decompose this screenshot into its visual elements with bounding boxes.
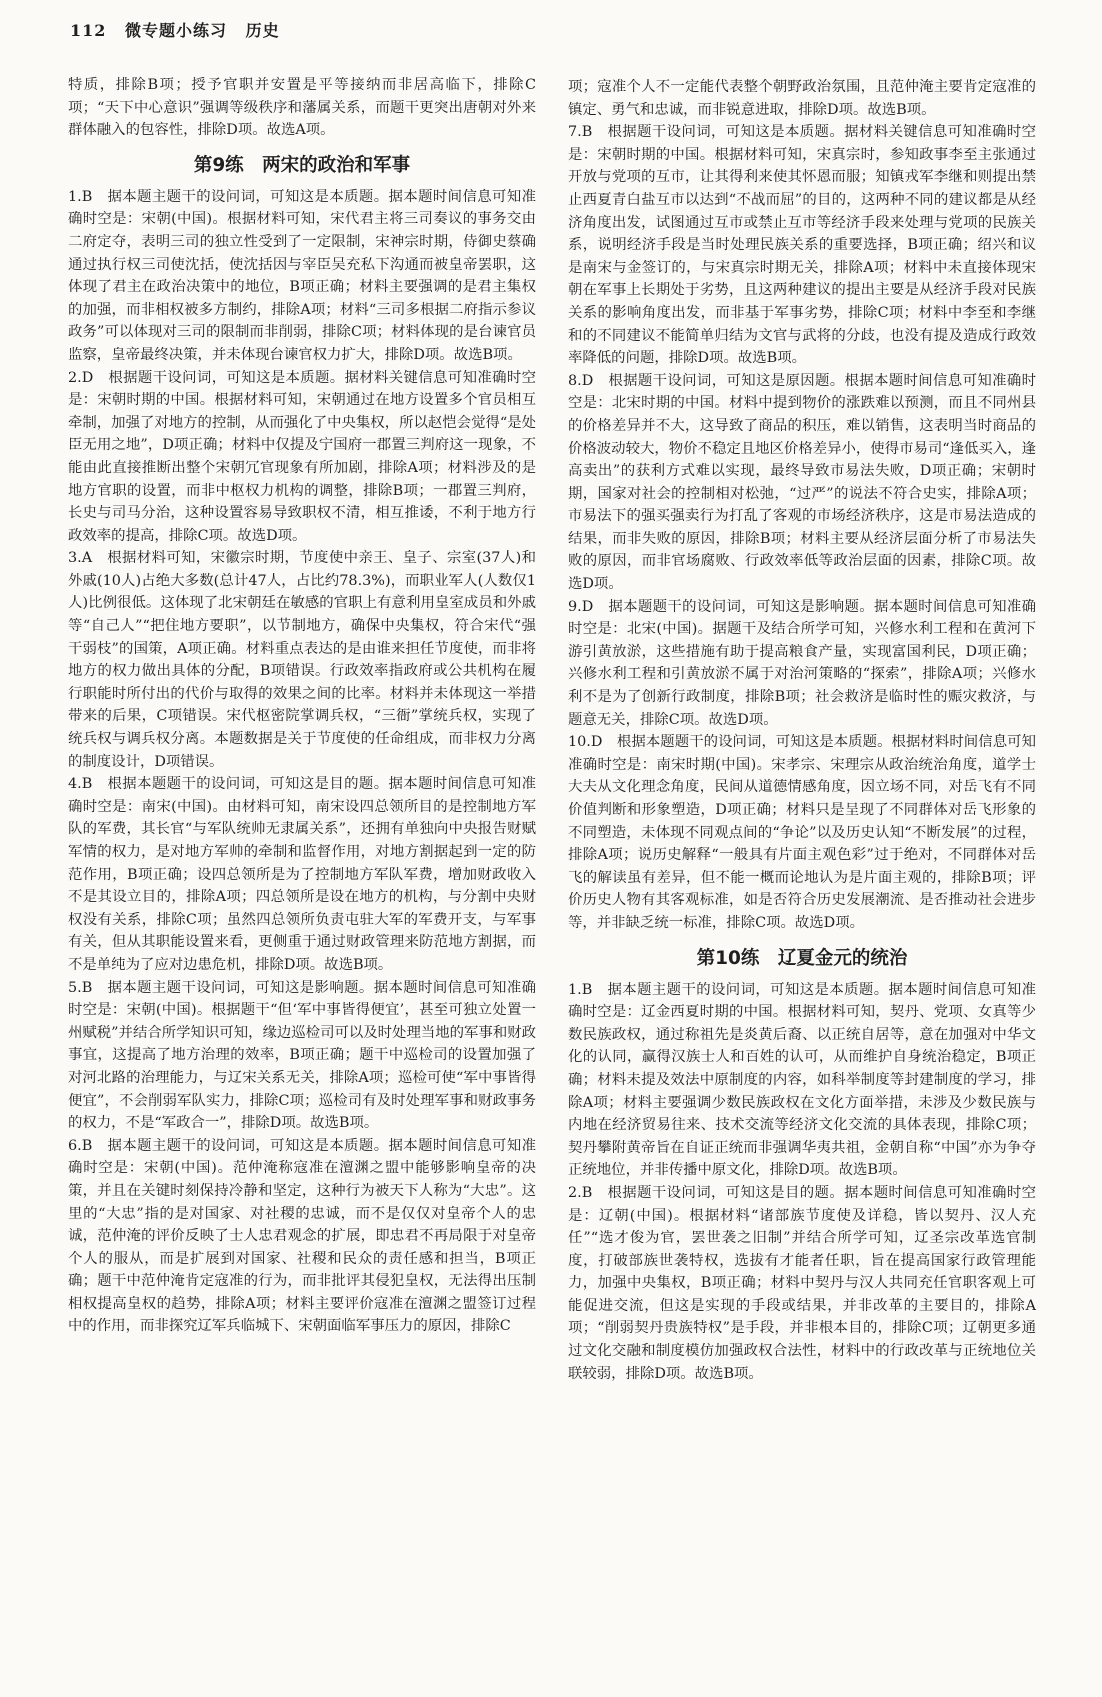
section-9-title: 第9练 两宋的政治和军事 bbox=[193, 154, 411, 176]
answer-item: 1.B 据本题主题干的设问词，可知这是本质题。据本题时间信息可知准确时空是：宋朝(中国)。根据材料可知，宋代君主将三司奏议的事务交由二府定夺，表明三司的独立性受到了一定限制，宋神宗时期，侍御史蔡确通过执行权三司使沈括，使沈括因与宰臣吴充私下沟通而被皇帝罢职，这体现了君主在政治决策中的地位，B项正确；材料主要强调的是君主集权的加强，而非相权被多方制约，排除A项；材料“三司多根据二府指示参议政务”可以体现对三司的限制而非削弱，排除C项；材料体现的是台谏官员监察，皇帝最终决策，并未体现台谏官权力扩大，排除D项。故选B项。 bbox=[68, 188, 536, 363]
continued-answer-text: 特质，排除B项；授予官职并安置是平等接纳而非居高临下，排除C项；“天下中心意识”强调等级秩序和藩属关系，而题干更突出唐朝对外来群体融入的包容性，排除D项。故选A项。 bbox=[68, 77, 536, 139]
left-column bbox=[68, 74, 536, 1338]
answer-item: 1.B 据本题主题干的设问词，可知这是本质题。据本题时间信息可知准确时空是：辽金西夏时期的中国。根据材料可知，契丹、党项、女真等少数民族政权，通过称祖先是炎黄后裔、以正统自居等，意在加强对中华文化的认同，赢得汉族士人和百姓的认可，从而维护自身统治稳定，B项正确；材料未提及效法中原制度的内容，如科举制度等封建制度的学习，排除A项；材料主要强调少数民族政权在文化方面举措，未涉及少数民族与内地在经济贸易往来、技术交流等经济文化交流的具体表现，排除C项；契丹攀附黄帝旨在自证正统而非强调华夷共祖，金朝自称“中国”亦为争夺正统地位，并非传播中原文化，排除D项。故选B项。 bbox=[568, 981, 1036, 1179]
right-column bbox=[568, 76, 1036, 1385]
answer-item: 9.D 据本题题干的设问词，可知这是影响题。据本题时间信息可知准确时空是：北宋(中国)。据题干及结合所学可知，兴修水利工程和在黄河下游引黄放淤，这些措施有助于提高粮食产量，实现富国利民，D项正确；兴修水利工程和引黄放淤不属于对治河策略的“探索”，排除A项；兴修水利不是为了创新行政制度，排除B项；社会救济是临时性的赈灾救济，与题意无关，排除C项。故选D项。 bbox=[568, 598, 1036, 728]
answer-item: 3.A 根据材料可知，宋徽宗时期，节度使中亲王、皇子、宗室(37人)和外戚(10人)占绝大多数(总计47人，占比约78.3%)，而职业军人(人数仅1人)比例很低。这体现了北宋朝廷在敏感的官职上有意利用皇室成员和外戚等“自己人”“把住地方要职”，以节制地方，确保中央集权，符合宋代“强干弱枝”的国策，A项正确。材料重点表达的是由谁来担任节度使，而非将地方的权力做出具体的分配，B项错误。行政效率指政府或公共机构在履行职能时所付出的代价与取得的效果之间的比率。材料并未体现这一举措带来的后果，C项错误。宋代枢密院掌调兵权，“三衙”掌统兵权，实现了统兵权与调兵权分离。本题数据是关于节度使的任命组成，而非权力分离的制度设计，D项错误。 bbox=[68, 550, 536, 770]
answer-item: 8.D 根据题干设问词，可知这是原因题。根据本题时间信息可知准确时空是：北宋时期的中国。材料中提到物价的涨跌难以预测，而且不同州县的价格差异并不大，这导致了商品的积压，难以销售，这表明当时商品的价格波动较大，物价不稳定且地区价格差异小，使得市易司“逢低买入，逢高卖出”的获利方式难以实现，最终导致市易法失败，D项正确；宋朝时期，国家对社会的控制相对松弛，“过严”的说法不符合史实，排除A项；市易法下的强买强卖行为打乱了客观的市场经济秩序，这是市易法造成的结果，而非失败的原因，排除B项；材料主要从经济层面分析了市易法失败的原因，而非官场腐败、行政效率低等政治层面的因素，排除C项。故选D项。 bbox=[568, 372, 1036, 593]
answer-item: 4.B 根据本题题干的设问词，可知这是目的题。据本题时间信息可知准确时空是：南宋(中国)。由材料可知，南宋设四总领所目的是控制地方军队的军费，其长官“与军队统帅无隶属关系”，还拥有单独向中央报告财赋军情的权力，是对地方军帅的牵制和监督作用，对地方割据起到一定的防范作用，B项正确；设四总领所是为了控制地方军队军费，增加财政收入不是其设立目的，排除A项；四总领所是设在地方的机构，与分割中央财权没有关系，排除C项；虽然四总领所负责屯驻大军的军费开支，与军事有关，但从其职能设置来看，更侧重于通过财政管理来防范地方割据，而不是单纯为了应对边患危机，排除D项。故选B项。 bbox=[68, 776, 536, 973]
subject-title: 历史 bbox=[245, 21, 280, 40]
section-10-title: 第10练 辽夏金元的统治 bbox=[696, 947, 908, 969]
page-header bbox=[70, 18, 292, 41]
answer-item: 5.B 据本题主题干设问词，可知这是影响题。据本题时间信息可知准确时空是：宋朝(中国)。根据题干“但‘军中事皆得便宜’，甚至可独立处置一州赋税”并结合所学知识可知，缘边巡检司可以及时处理当地的军事和财政事宜，这提高了地方治理的效率，B项正确；题干中巡检司的设置加强了对河北路的治理能力，与辽宋关系无关，排除A项；巡检可使“军中事皆得便宜”，不会削弱军队实力，排除C项；巡检司有及时处理军事和财政事务的权力，不是“军政合一”，排除D项。故选B项。 bbox=[68, 979, 536, 1132]
answer-item: 6.B 据本题主题干的设问词，可知这是本质题。据本题时间信息可知准确时空是：宋朝(中国)。范仲淹称寇准在澶渊之盟中能够影响皇帝的决策，并且在关键时刻保持冷静和坚定，这种行为被天下人称为“大忠”。这里的“大忠”指的是对国家、对社稷的忠诚，而不是仅仅对皇帝个人的忠诚，范仲淹的评价反映了士人忠君观念的扩展，即忠君不再局限于对皇帝个人的服从，而是扩展到对国家、社稷和民众的责任感和担当，B项正确；题干中范仲淹肯定寇准的行为，而非批评其侵犯皇权，无法得出压制相权提高皇权的趋势，排除A项；材料主要评价寇准在澶渊之盟签订过程中的作用，而非探究辽军兵临城下、宋朝面临军事压力的原因，排除C bbox=[68, 1137, 536, 1335]
answer-item: 10.D 根据本题题干的设问词，可知这是本质题。根据材料时间信息可知准确时空是：南宋时期(中国)。宋孝宗、宋理宗从政治统治角度，道学士大夫从文化理念角度，民间从道德情感角度，因立场不同，对岳飞有不同价值判断和形象塑造，D项正确；材料只是呈现了不同群体对岳飞形象的不同塑造，未体现不同观点间的“争论”以及历史认知“不断发展”的过程，排除A项；说历史解释“一般具有片面主观色彩”过于绝对，不同群体对岳飞的解读虽有差异，但不能一概而论地认为是片面主观的，排除B项；评价历史人物有其客观标准，如是否符合历史发展潮流、是否推动社会进步等，并非缺乏统一标准，排除C项。故选D项。 bbox=[568, 734, 1036, 931]
page-number: 112 bbox=[70, 21, 107, 40]
answer-item: 2.D 根据题干设问词，可知这是本质题。据材料关键信息可知准确时空是：宋朝时期的中国。根据材料可知，宋朝通过在地方设置多个官员相互牵制，加强了对地方的控制，从而强化了中央集权，所以赵恺会觉得“是处臣无用之地”，D项正确；材料中仅提及宁国府一郡置三判府这一现象，不能由此直接推断出整个宋朝冗官现象有所加剧，排除A项；材料涉及的是地方官职的设置，而非中枢权力机构的调整，排除B项；一郡置三判府，长史与司马分治，这种设置容易导致职权不清，相互推诿，不利于地方行政效率的提高，排除C项。故选D项。 bbox=[68, 369, 536, 544]
series-title: 微专题小练习 bbox=[124, 21, 227, 40]
answer-item: 2.B 根据题干设问词，可知这是目的题。据本题时间信息可知准确时空是：辽朝(中国)。根据材料“诸部族节度使及详稳，皆以契丹、汉人充任”“选才俊为官，罢世袭之旧制”并结合所学可知，辽圣宗改革选官制度，打破部族世袭特权，选拔有才能者任职，旨在提高国家行政管理能力，加强中央集权，B项正确；材料中契丹与汉人共同充任官职客观上可能促进交流，但这是实现的手段或结果，并非改革的主要目的，排除A项；“削弱契丹贵族特权”是手段，并非根本目的，排除C项；辽朝更多通过文化交融和制度模仿加强政权合法性，材料中的行政改革与正统地位关联较弱，排除D项。故选B项。 bbox=[568, 1184, 1036, 1382]
continued-answer-text: 项；寇准个人不一定能代表整个朝野政治氛围，且范仲淹主要肯定寇准的镇定、勇气和忠诚，而非锐意进取，排除D项。故选B项。 bbox=[568, 79, 1036, 118]
answer-item: 7.B 根据题干设问词，可知这是本质题。据材料关键信息可知准确时空是：宋朝时期的中国。根据材料可知，宋真宗时，参知政事李至主张通过开放与党项的互市，让其得利来使其怀恩而服；知镇戎军李继和则提出禁止西夏青白盐互市以达到“不战而屈”的目的，这两种不同的建议都是从经济角度出发，试图通过互市或禁止互市等经济手段来处理与党项的民族关系，说明经济手段是当时处理民族关系的重要选择，B项正确；绍兴和议是南宋与金签订的，与宋真宗时期无关，排除A项；材料中未直接体现宋朝在军事上长期处于劣势，且这两种建议的提出主要是从经济手段对民族关系的影响角度出发，而非基于军事劣势，排除C项；材料中李至和李继和的不同建议不能简单归结为文官与武将的分歧，也没有提及造成行政效率降低的问题，排除D项。故选B项。 bbox=[568, 124, 1036, 367]
